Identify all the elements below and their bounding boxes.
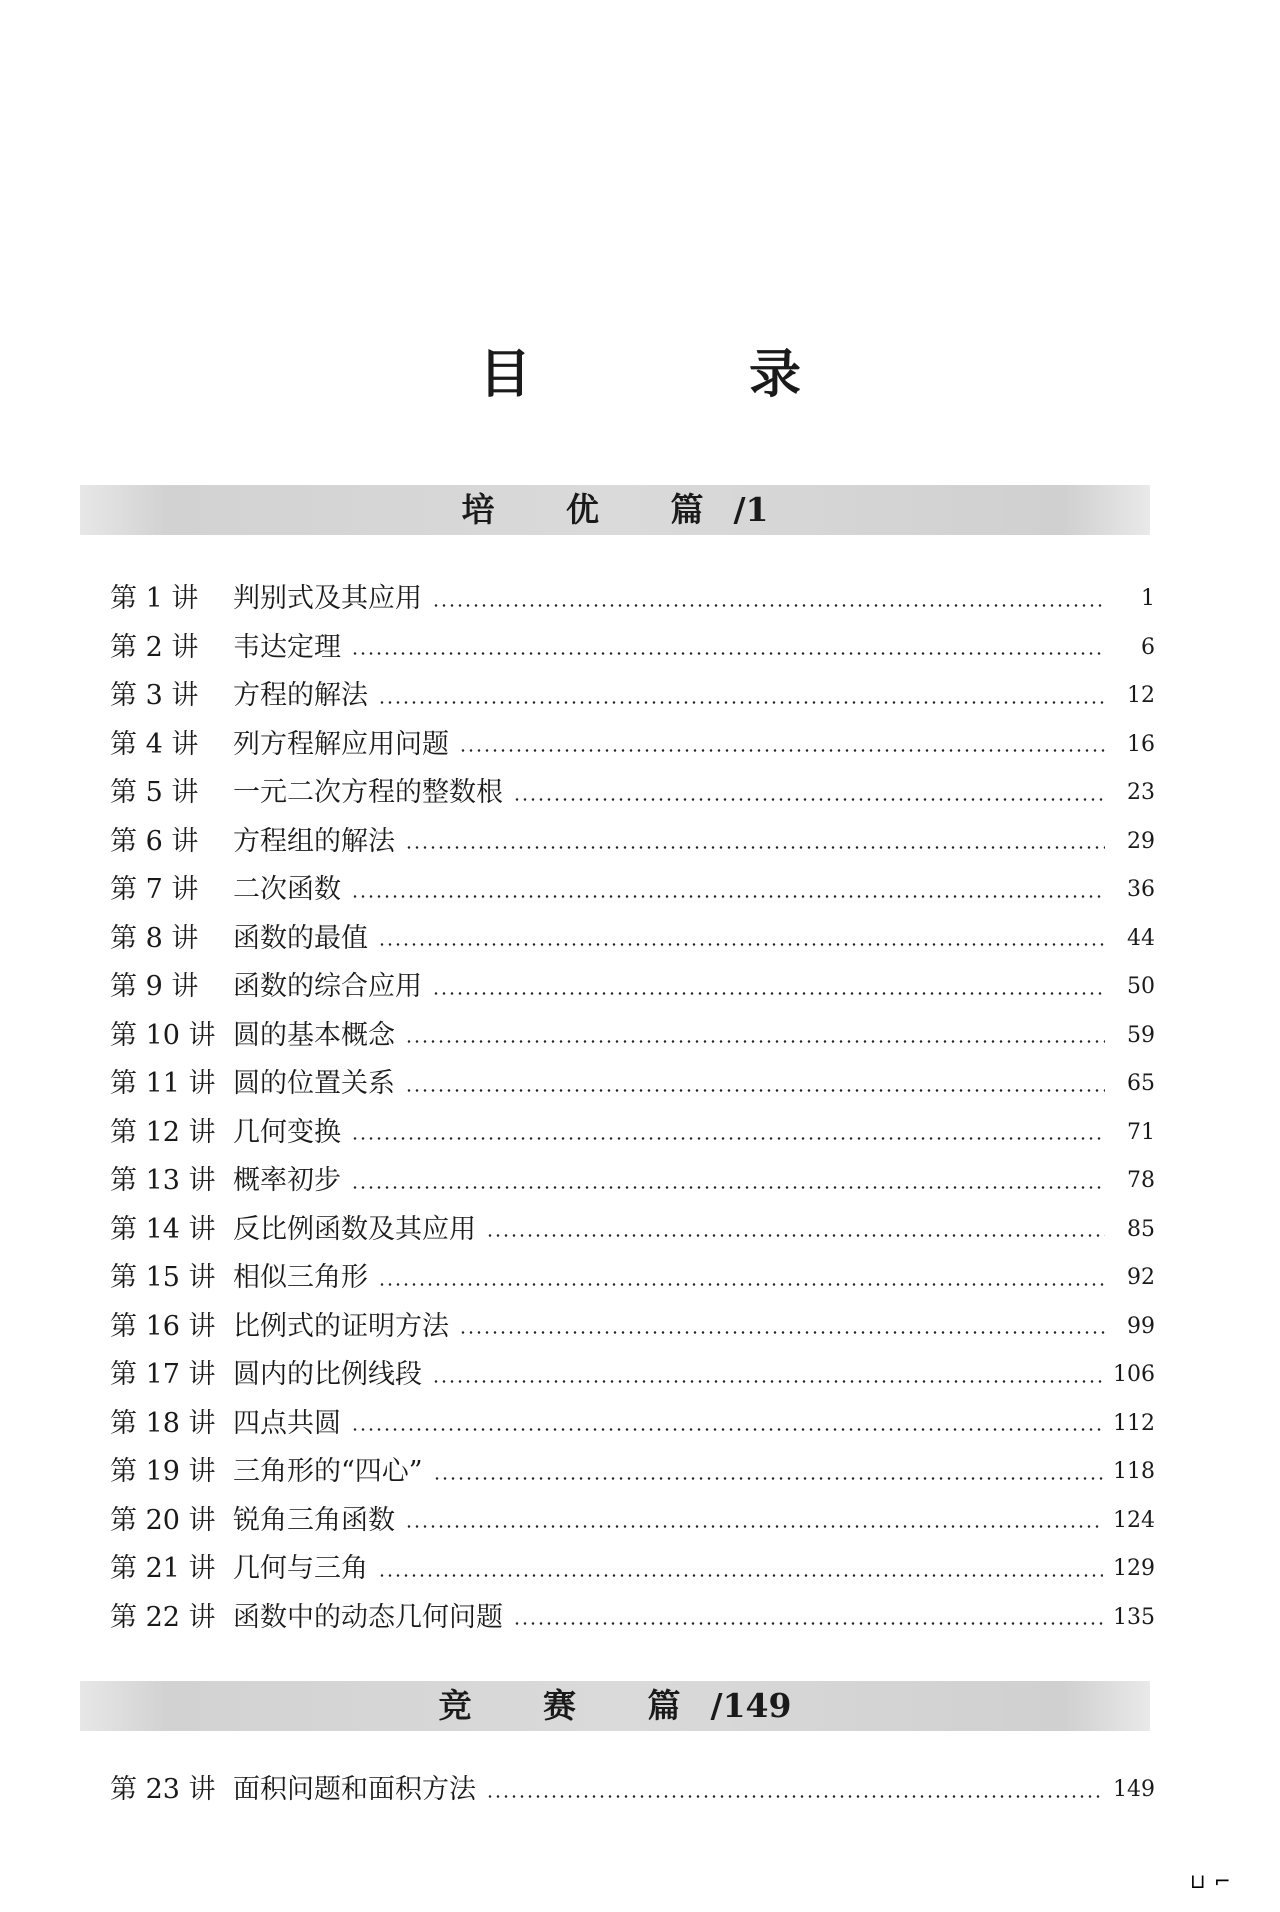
toc-page-number: 65 — [1127, 1071, 1155, 1097]
toc-dot-leader — [378, 1283, 1105, 1286]
toc-page-number: 124 — [1113, 1507, 1155, 1533]
toc-lecture-title: 概率初步 — [233, 1165, 341, 1197]
toc-entry[interactable] — [110, 818, 1155, 867]
toc-lecture-title: 几何与三角 — [233, 1553, 368, 1585]
toc-lecture-number: 第 6 讲 — [110, 825, 199, 857]
toc-dot-leader — [486, 1234, 1105, 1237]
page-corner-mark: ⊔ ⌐ — [1190, 1869, 1232, 1893]
toc-dot-leader — [405, 846, 1105, 849]
toc-page-number: 50 — [1127, 974, 1155, 1000]
toc-lecture-number: 第 15 讲 — [110, 1262, 216, 1294]
toc-entry[interactable] — [110, 1303, 1155, 1352]
toc-page-number: 23 — [1127, 780, 1155, 806]
toc-entry[interactable] — [110, 1206, 1155, 1255]
toc-lecture-title: 列方程解应用问题 — [233, 728, 449, 760]
toc-lecture-number: 第 20 讲 — [110, 1504, 216, 1536]
toc-page-number: 71 — [1127, 1119, 1155, 1145]
toc-page-number: 85 — [1127, 1216, 1155, 1242]
toc-lecture-number: 第 3 讲 — [110, 680, 199, 712]
toc-lecture-number: 第 16 讲 — [110, 1310, 216, 1342]
toc-lecture-number: 第 18 讲 — [110, 1407, 216, 1439]
toc-dot-leader — [351, 1428, 1103, 1431]
toc-dot-leader — [459, 749, 1105, 752]
toc-entry[interactable] — [110, 1766, 1155, 1815]
toc-lecture-number: 第 13 讲 — [110, 1165, 216, 1197]
toc-page-number: 129 — [1113, 1556, 1155, 1582]
toc-lecture-title: 方程组的解法 — [233, 825, 395, 857]
section-name: 培 优 篇 — [461, 490, 734, 529]
toc-dot-leader — [486, 1795, 1103, 1798]
toc-lecture-number: 第 1 讲 — [110, 583, 199, 615]
toc-lecture-title: 比例式的证明方法 — [233, 1310, 449, 1342]
toc-page-number: 99 — [1127, 1313, 1155, 1339]
toc-lecture-title: 韦达定理 — [233, 631, 341, 663]
toc-entry[interactable] — [110, 672, 1155, 721]
toc-list-part1 — [110, 575, 1155, 1642]
section-heading-jingsai — [80, 1681, 1150, 1731]
toc-dot-leader — [405, 1089, 1105, 1092]
toc-lecture-number: 第 17 讲 — [110, 1359, 216, 1391]
toc-dot-leader — [405, 1040, 1105, 1043]
toc-dot-leader — [432, 1380, 1103, 1383]
toc-dot-leader — [459, 1331, 1105, 1334]
toc-lecture-number: 第 8 讲 — [110, 922, 199, 954]
toc-list-part2 — [110, 1766, 1155, 1815]
toc-page-number: 36 — [1127, 877, 1155, 903]
toc-dot-leader — [378, 943, 1105, 946]
section-page: /1 — [733, 490, 769, 529]
toc-dot-leader — [351, 895, 1105, 898]
toc-dot-leader — [405, 1525, 1103, 1528]
toc-entry[interactable] — [110, 1400, 1155, 1449]
toc-lecture-number: 第 9 讲 — [110, 971, 199, 1003]
section-page: /149 — [710, 1686, 792, 1725]
toc-dot-leader — [378, 701, 1105, 704]
toc-lecture-number: 第 12 讲 — [110, 1116, 216, 1148]
toc-entry[interactable] — [110, 1351, 1155, 1400]
toc-entry[interactable] — [110, 1448, 1155, 1497]
toc-entry[interactable] — [110, 1157, 1155, 1206]
toc-lecture-number: 第 2 讲 — [110, 631, 199, 663]
toc-lecture-number: 第 14 讲 — [110, 1213, 216, 1245]
toc-lecture-number: 第 4 讲 — [110, 728, 199, 760]
toc-dot-leader — [433, 1477, 1103, 1480]
toc-lecture-title: 函数中的动态几何问题 — [233, 1601, 503, 1633]
toc-dot-leader — [351, 1186, 1105, 1189]
toc-lecture-number: 第 5 讲 — [110, 777, 199, 809]
toc-lecture-title: 面积问题和面积方法 — [233, 1774, 476, 1806]
toc-dot-leader — [351, 1137, 1105, 1140]
toc-dot-leader — [432, 992, 1105, 995]
toc-lecture-title: 几何变换 — [233, 1116, 341, 1148]
toc-lecture-title: 判别式及其应用 — [233, 583, 422, 615]
toc-entry[interactable] — [110, 624, 1155, 673]
toc-dot-leader — [351, 652, 1105, 655]
toc-lecture-title: 三角形的“四心” — [233, 1456, 423, 1488]
toc-page-number: 149 — [1113, 1777, 1155, 1803]
toc-page-number: 92 — [1127, 1265, 1155, 1291]
toc-page-number: 78 — [1127, 1168, 1155, 1194]
toc-lecture-number: 第 22 讲 — [110, 1601, 216, 1633]
toc-dot-leader — [513, 798, 1105, 801]
toc-page-number: 44 — [1127, 925, 1155, 951]
toc-lecture-number: 第 21 讲 — [110, 1553, 216, 1585]
toc-lecture-title: 反比例函数及其应用 — [233, 1213, 476, 1245]
toc-lecture-title: 函数的最值 — [233, 922, 368, 954]
toc-page-number: 135 — [1113, 1604, 1155, 1630]
toc-page-number: 16 — [1127, 731, 1155, 757]
toc-lecture-number: 第 7 讲 — [110, 874, 199, 906]
toc-entry[interactable] — [110, 963, 1155, 1012]
toc-lecture-number: 第 23 讲 — [110, 1774, 216, 1806]
toc-lecture-title: 相似三角形 — [233, 1262, 368, 1294]
toc-page-number: 12 — [1127, 683, 1155, 709]
toc-entry[interactable] — [110, 1254, 1155, 1303]
toc-entry[interactable] — [110, 769, 1155, 818]
toc-lecture-title: 函数的综合应用 — [233, 971, 422, 1003]
toc-entry[interactable] — [110, 1012, 1155, 1061]
toc-entry[interactable] — [110, 1497, 1155, 1546]
toc-entry[interactable] — [110, 1109, 1155, 1158]
page-title: 目 录 — [478, 345, 902, 405]
toc-page-number: 106 — [1113, 1362, 1155, 1388]
toc-entry[interactable] — [110, 915, 1155, 964]
toc-page-number: 59 — [1127, 1022, 1155, 1048]
toc-lecture-title: 圆的基本概念 — [233, 1019, 395, 1051]
toc-lecture-title: 一元二次方程的整数根 — [233, 777, 503, 809]
toc-dot-leader — [513, 1622, 1103, 1625]
toc-lecture-title: 锐角三角函数 — [233, 1504, 395, 1536]
toc-entry[interactable] — [110, 1060, 1155, 1109]
toc-entry[interactable] — [110, 721, 1155, 770]
toc-entry[interactable] — [110, 575, 1155, 624]
toc-lecture-title: 二次函数 — [233, 874, 341, 906]
toc-lecture-number: 第 11 讲 — [110, 1068, 216, 1100]
toc-entry[interactable] — [110, 1545, 1155, 1594]
toc-dot-leader — [378, 1574, 1103, 1577]
section-heading-peiyou — [80, 485, 1150, 535]
section-name: 竞 赛 篇 — [438, 1686, 711, 1725]
toc-entry[interactable] — [110, 1594, 1155, 1643]
toc-page-number: 112 — [1113, 1410, 1155, 1436]
toc-dot-leader — [432, 604, 1105, 607]
toc-lecture-number: 第 10 讲 — [110, 1019, 216, 1051]
toc-entry[interactable] — [110, 866, 1155, 915]
toc-page-number: 29 — [1127, 828, 1155, 854]
toc-page-number: 118 — [1113, 1459, 1155, 1485]
toc-lecture-title: 四点共圆 — [233, 1407, 341, 1439]
toc-page-number: 6 — [1141, 634, 1155, 660]
toc-lecture-title: 圆的位置关系 — [233, 1068, 395, 1100]
toc-lecture-title: 圆内的比例线段 — [233, 1359, 422, 1391]
toc-lecture-title: 方程的解法 — [233, 680, 368, 712]
toc-lecture-number: 第 19 讲 — [110, 1456, 216, 1488]
toc-page-number: 1 — [1141, 586, 1155, 612]
